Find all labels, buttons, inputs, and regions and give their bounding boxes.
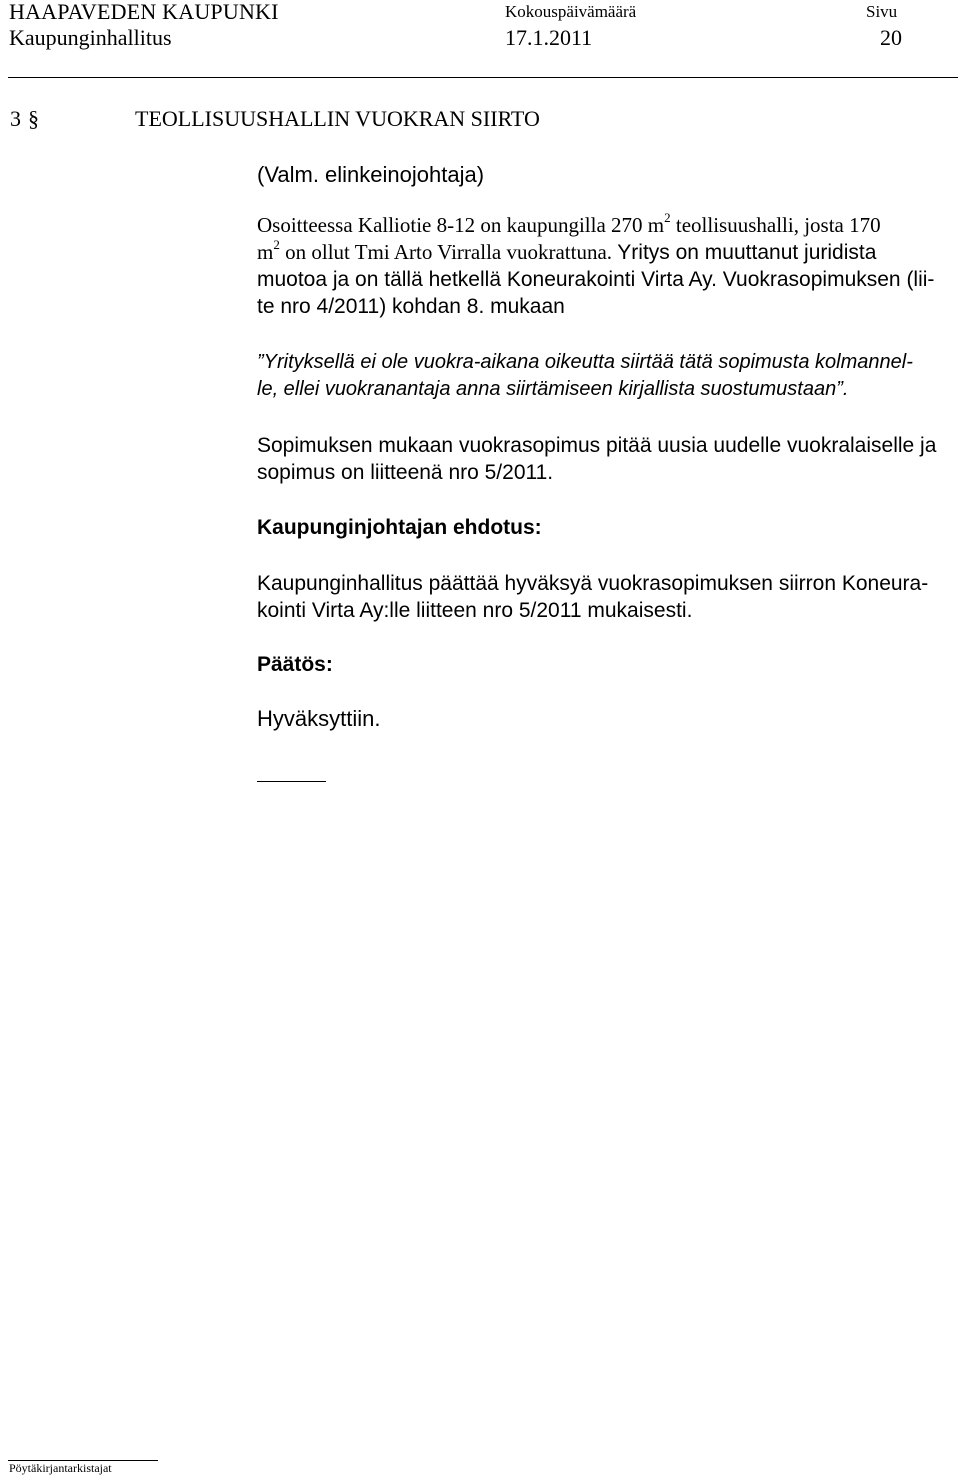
department-name: Kaupunginhallitus bbox=[9, 25, 172, 50]
preparer-note: (Valm. elinkeinojohtaja) bbox=[257, 162, 485, 187]
proposal-heading: Kaupunginjohtajan ehdotus: bbox=[257, 516, 542, 539]
section-number: 3 bbox=[10, 106, 21, 131]
paragraph-line: Osoitteessa Kalliotie 8-12 on kaupungilla 270 $m^2$ teollisuushalli, josta 170 bbox=[257, 210, 881, 237]
proposal-line: kointi Virta Ay:lle liitteen nro 5/2011 mukaisesti. bbox=[257, 599, 693, 622]
superscript: 2 bbox=[664, 210, 671, 226]
decision-heading: Päätös: bbox=[257, 653, 333, 676]
decision-text: Hyväksyttiin. bbox=[257, 706, 381, 731]
paragraph-line: $m^2$ on ollut Tmi Arto Virralla vuokrattuna. Yritys on muuttanut juridista bbox=[257, 237, 877, 264]
quote-line: ”Yrityksellä ei ole vuokra-aikana oikeutta siirtää tätä sopimusta kolmannel- bbox=[257, 351, 913, 373]
organization-name: HAAPAVEDEN KAUPUNKI bbox=[9, 0, 279, 24]
page-label: Sivu bbox=[866, 2, 898, 21]
meeting-date-value: 17.1.2011 bbox=[505, 25, 593, 50]
proposal-line: Kaupunginhallitus päättää hyväksyä vuokrasopimuksen siirron Koneura- bbox=[257, 572, 929, 595]
footer-label: Pöytäkirjantarkistajat bbox=[9, 1461, 112, 1475]
paragraph-line: sopimus on liitteenä nro 5/2011. bbox=[257, 461, 554, 484]
proposal-text bbox=[257, 570, 947, 624]
paragraph-lease-background bbox=[257, 212, 947, 320]
page-number: 20 bbox=[880, 25, 902, 50]
paragraph-line: te nro 4/2011) kohdan 8. mukaan bbox=[257, 295, 565, 318]
quoted-lease-clause bbox=[257, 349, 947, 403]
header-divider bbox=[8, 77, 958, 78]
section-end-rule bbox=[257, 781, 326, 782]
superscript: 2 bbox=[273, 237, 280, 253]
paragraph-lease-renewal bbox=[257, 432, 947, 486]
quote-line: le, ellei vuokranantaja anna siirtämiseen kirjallista suostumustaan”. bbox=[257, 378, 849, 400]
meeting-date-label: Kokouspäivämäärä bbox=[505, 2, 637, 21]
paragraph-line: Sopimuksen mukaan vuokrasopimus pitää uusia uudelle vuokralaiselle ja bbox=[257, 434, 937, 457]
section-sign: § bbox=[28, 106, 39, 131]
section-title: TEOLLISUUSHALLIN VUOKRAN SIIRTO bbox=[135, 106, 540, 131]
paragraph-line: muotoa ja on tällä hetkellä Koneurakointi Virta Ay. Vuokrasopimuksen (lii- bbox=[257, 268, 935, 291]
